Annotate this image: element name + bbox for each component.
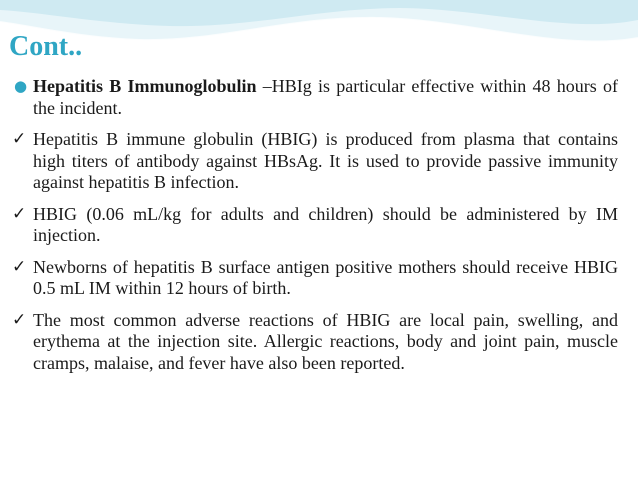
slide-title: Cont.. <box>9 31 83 62</box>
list-item <box>12 310 618 375</box>
list-item-text: Newborns of hepatitis B surface antigen positive mothers should receive HBIG 0.5 mL IM within 12 hours of birth. <box>33 256 618 298</box>
list-item <box>12 76 618 119</box>
list-item-text: Hepatitis B immune globulin (HBIG) is produced from plasma that contains high titers of antibody against HBsAg. It is used to provide passive immunity against hepatitis B infection. <box>33 129 618 192</box>
checkmark-icon: ✓ <box>12 203 27 224</box>
bullet-list <box>12 76 618 384</box>
list-item <box>12 257 618 300</box>
checkmark-icon: ✓ <box>12 309 27 330</box>
list-item <box>12 129 618 194</box>
list-item-text: The most common adverse reactions of HBIG are local pain, swelling, and erythema at the injection site. Allergic reactions, body and joint pain, muscle cramps, malaise, and fever have also been reported. <box>33 309 618 373</box>
header-wave-decoration <box>0 0 638 70</box>
bullet-dot-icon: ● <box>14 77 28 95</box>
checkmark-icon: ✓ <box>12 256 27 277</box>
list-item-bold-text: Hepatitis B Immunoglobulin <box>33 76 257 96</box>
list-item-text: –HBIg is particular effective within 48 hours of the incident. <box>33 76 618 118</box>
list-item-text: HBIG (0.06 mL/kg for adults and children) should be administered by IM injection. <box>33 203 618 245</box>
checkmark-icon: ✓ <box>12 129 27 149</box>
list-item <box>12 204 618 247</box>
